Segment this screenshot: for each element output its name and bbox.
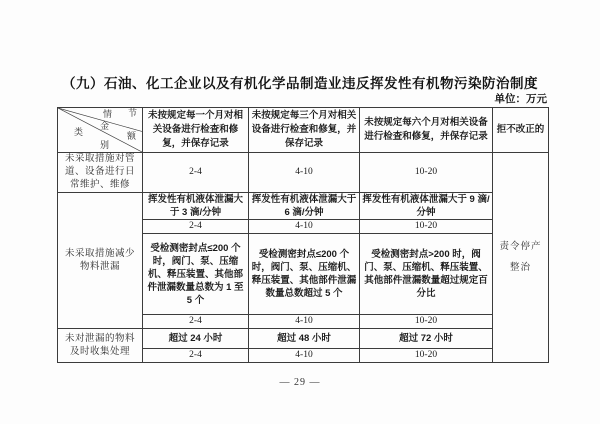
category-cell: 未采取措施减少物料泄漏 <box>58 193 143 329</box>
header-quarterly-inspection: 未按规定每三个月对相关设备进行检查和修复，并保存记录 <box>249 108 360 153</box>
condition-cell: 超过 72 小时 <box>360 329 493 349</box>
amount-cell: 4-10 <box>249 349 360 363</box>
amount-cell: 10-20 <box>360 153 493 193</box>
condition-cell: 超过 24 小时 <box>143 329 249 349</box>
amount-cell: 4-10 <box>249 220 360 234</box>
refusal-penalty-line: 整治 <box>509 262 531 273</box>
corner-label-circumstance: 节 <box>128 108 138 118</box>
corner-label-circumstance: 情 <box>103 109 113 119</box>
condition-cell: 挥发性有机液体泄漏大于 3 滴/分钟 <box>143 193 249 220</box>
amount-cell: 10-20 <box>360 315 493 329</box>
amount-cell: 4-10 <box>249 153 360 193</box>
corner-label-category: 别 <box>100 140 110 150</box>
corner-label-category: 类 <box>74 127 84 137</box>
condition-cell: 超过 48 小时 <box>249 329 360 349</box>
condition-cell: 挥发性有机液体泄漏大于 6 滴/分钟 <box>249 193 360 220</box>
condition-cell: 挥发性有机液体泄漏大于 9 滴/分钟 <box>360 193 493 220</box>
category-cell: 未对泄漏的物料及时收集处理 <box>58 329 143 363</box>
refusal-penalty-line: 责令停产 <box>499 241 542 252</box>
corner-label-amount: 金 <box>100 121 110 131</box>
penalty-table <box>57 107 549 363</box>
page-number: — 29 — <box>279 377 321 388</box>
amount-cell: 2-4 <box>143 153 249 193</box>
header-refusal-to-correct: 拒不改正的 <box>493 108 549 153</box>
amount-cell: 2-4 <box>143 349 249 363</box>
header-semiannual-inspection: 未按规定每六个月对相关设备进行检查和修复，并保存记录 <box>360 108 493 153</box>
unit-label: 单位：万元 <box>494 93 547 105</box>
amount-cell: 2-4 <box>143 220 249 234</box>
condition-cell: 受检测密封点≤200 个时，阀门、泵、压缩机、释压装置、其他部件泄漏数量总数为 1 至 5 个 <box>143 234 249 315</box>
category-cell: 未采取措施对管道、设备进行日常维护、维修 <box>58 153 143 193</box>
condition-cell: 受检测密封点>200 时，阀门、泵、压缩机、释压装置、其他部件泄漏数量超过规定百分比 <box>360 234 493 315</box>
condition-cell: 受检测密封点≤200 个时，阀门、泵、压缩机、释压装置、其他部件泄漏数量总数超过 5 个 <box>249 234 360 315</box>
refusal-penalty-cell <box>493 153 549 363</box>
header-monthly-inspection: 未按规定每一个月对相关设备进行检查和修复，并保存记录 <box>143 108 249 153</box>
amount-cell: 10-20 <box>360 220 493 234</box>
page-title: （九）石油、化工企业以及有机化学品制造业违反挥发性有机物污染防治制度 <box>62 76 538 91</box>
amount-cell: 2-4 <box>143 315 249 329</box>
corner-label-amount: 额 <box>127 131 137 141</box>
amount-cell: 10-20 <box>360 349 493 363</box>
amount-cell: 4-10 <box>249 315 360 329</box>
diagonal-corner-cell <box>58 108 143 153</box>
